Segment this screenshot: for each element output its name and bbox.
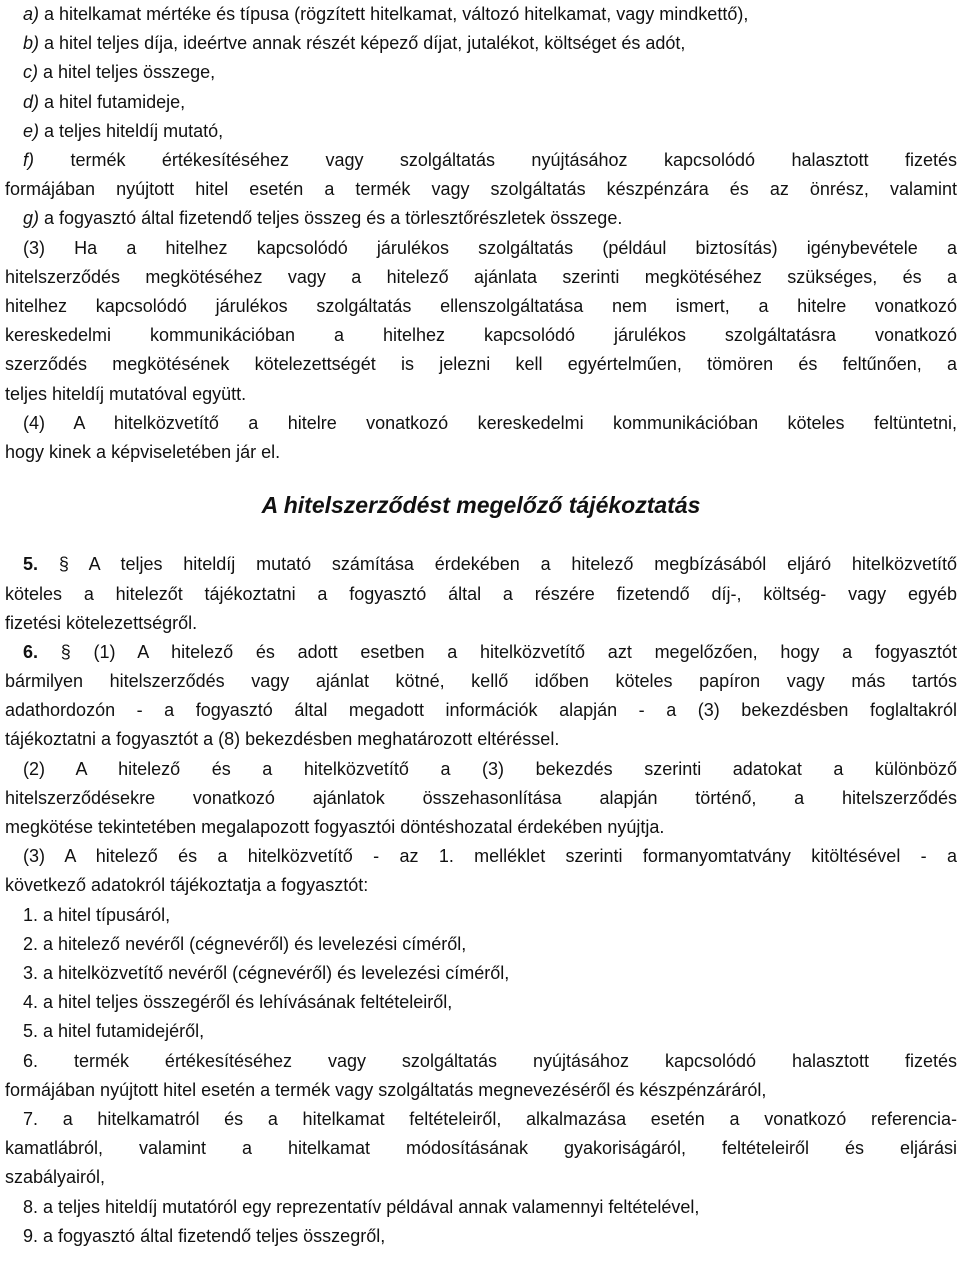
list-item: 3. a hitelközvetítő nevéről (cégnevéről) és levelezési címéről, — [23, 963, 510, 984]
intro-item-a: a) a hitelkamat mértéke és típusa (rögzített hitelkamat, változó hitelkamat, vagy mindkettő), — [23, 4, 749, 24]
section-6-first-line: 6. § (1) A hitelező és adott esetben a hitelközvetítő azt megelőzően, hogy a fogyasztót — [23, 641, 957, 662]
paragraph-line: megkötése tekintetében megalapozott fogyasztói döntéshozatal érdekében nyújtja. — [5, 817, 665, 838]
section-sign-icon: § — [60, 641, 71, 662]
paragraph-line: tájékoztatni a fogyasztót a (8) bekezdésben meghatározott eltéréssel. — [5, 729, 560, 750]
list-item-line: kamatlábról, valamint a hitelkamat módosításának gyakoriságáról, feltételeiről és eljárási — [5, 1138, 957, 1159]
paragraph-line: (3) A hitelező és a hitelközvetítő - az 1. melléklet szerinti formanyomtatvány kitöltésével - a — [23, 846, 957, 867]
intro-item-f-cont: formájában nyújtott hitel esetén a termék vagy szolgáltatás készpénzára és az önrész, valamint — [5, 179, 957, 200]
list-item-line: 6. termék értékesítéséhez vagy szolgáltatás nyújtásához kapcsolódó halasztott fizetés — [23, 1050, 957, 1071]
section-5 — [5, 550, 957, 638]
section-6 — [5, 638, 957, 755]
numbered-list — [5, 901, 957, 1251]
list-item: 8. a teljes hiteldíj mutatóról egy reprezentatív példával annak valamennyi feltételével, — [23, 1196, 700, 1217]
section-number: 6. — [23, 641, 39, 662]
list-item: 9. a fogyasztó által fizetendő teljes összegről, — [23, 1225, 386, 1246]
section-sign-icon: § — [58, 554, 69, 575]
paragraph-line: következő adatokról tájékoztatja a fogyasztót: — [5, 875, 369, 896]
paragraph-line: kereskedelmi kommunikációban a hitelhez kapcsolódó járulékos szolgáltatásra vonatkozó — [5, 325, 957, 346]
paragraph-line: hitelszerződés megkötéséhez vagy a hitelező ajánlata szerinti megkötéséhez szükséges, és a — [5, 266, 957, 287]
section-number: 5. — [23, 554, 39, 575]
paragraph-3 — [5, 234, 957, 409]
list-item: 1. a hitel típusáról, — [23, 904, 171, 925]
intro-item-e: e) a teljes hiteldíj mutató, — [23, 120, 224, 141]
intro-list — [5, 0, 957, 234]
list-item: 4. a hitel teljes összegéről és lehívásának feltételeiről, — [23, 992, 453, 1013]
paragraph-line: adathordozón - a fogyasztó által megadott információk alapján - a (3) bekezdésben foglaltakról — [5, 700, 957, 721]
paragraph-line: (4) A hitelközvetítő a hitelre vonatkozó kereskedelmi kommunikációban köteles feltüntetni, — [23, 412, 957, 433]
paragraph-line: hitelszerződésekre vonatkozó ajánlatok összehasonlítása alapján történő, a hitelszerződés — [5, 787, 957, 808]
list-item: 5. a hitel futamidejéről, — [23, 1021, 205, 1042]
paragraph-line: hogy kinek a képviseletében jár el. — [5, 441, 281, 462]
paragraph-line: fizetési kötelezettségről. — [5, 612, 198, 633]
paragraph-line: (2) A hitelező és a hitelközvetítő a (3) bekezdés szerinti adatokat a különböző — [23, 758, 957, 779]
intro-item-c: c) a hitel teljes összege, — [23, 62, 216, 83]
paragraph-line: hitelhez kapcsolódó járulékos szolgáltatás ellenszolgáltatása nem ismert, a hitelre vonatkozó — [5, 295, 957, 316]
intro-item-b: b) a hitel teljes díja, ideértve annak részét képező díjat, jutalékot, költséget és adót, — [23, 33, 686, 54]
intro-item-f: f) termék értékesítéséhez vagy szolgáltatás nyújtásához kapcsolódó halasztott fizetés — [23, 150, 957, 171]
paragraph-4 — [5, 409, 957, 467]
list-item — [5, 1105, 957, 1193]
paragraph-line: bármilyen hitelszerződés vagy ajánlat kötné, kellő időben köteles papíron vagy más tartós — [5, 671, 957, 692]
intro-item-d: d) a hitel futamideje, — [23, 91, 186, 112]
paragraph-line: (3) Ha a hitelhez kapcsolódó járulékos szolgáltatás (például biztosítás) igénybevétele a — [23, 237, 957, 258]
list-item: 2. a hitelező nevéről (cégnevéről) és levelezési címéről, — [23, 933, 467, 954]
intro-item-g: g) a fogyasztó által fizetendő teljes összeg és a törlesztőrészletek összege. — [23, 208, 623, 229]
section-5-first-line: 5. § A teljes hiteldíj mutató számítása érdekében a hitelező megbízásából eljáró hitelközvetítő — [23, 554, 957, 575]
paragraph-line: teljes hiteldíj mutatóval együtt. — [5, 383, 247, 404]
list-item-line: formájában nyújtott hitel esetén a termék vagy szolgáltatás megnevezéséről és készpénzáráról, — [5, 1079, 767, 1100]
list-item-line: 7. a hitelkamatról és a hitelkamat feltételeiről, alkalmazása esetén a vonatkozó referencia- — [23, 1109, 957, 1130]
list-item — [5, 1047, 957, 1105]
section-6-paragraph-2 — [5, 755, 957, 843]
paragraph-line: szerződés megkötésének kötelezettségét is jelezni kell egyértelműen, tömören és feltűnően, a — [5, 354, 957, 375]
section-6-paragraph-3 — [5, 842, 957, 900]
list-item-line: szabályairól, — [5, 1167, 106, 1188]
paragraph-line: köteles a hitelezőt tájékoztatni a fogyasztó által a részére fizetendő díj-, költség- vagy egyéb — [5, 583, 957, 604]
section-heading: A hitelszerződést megelőző tájékoztatás — [261, 492, 701, 519]
